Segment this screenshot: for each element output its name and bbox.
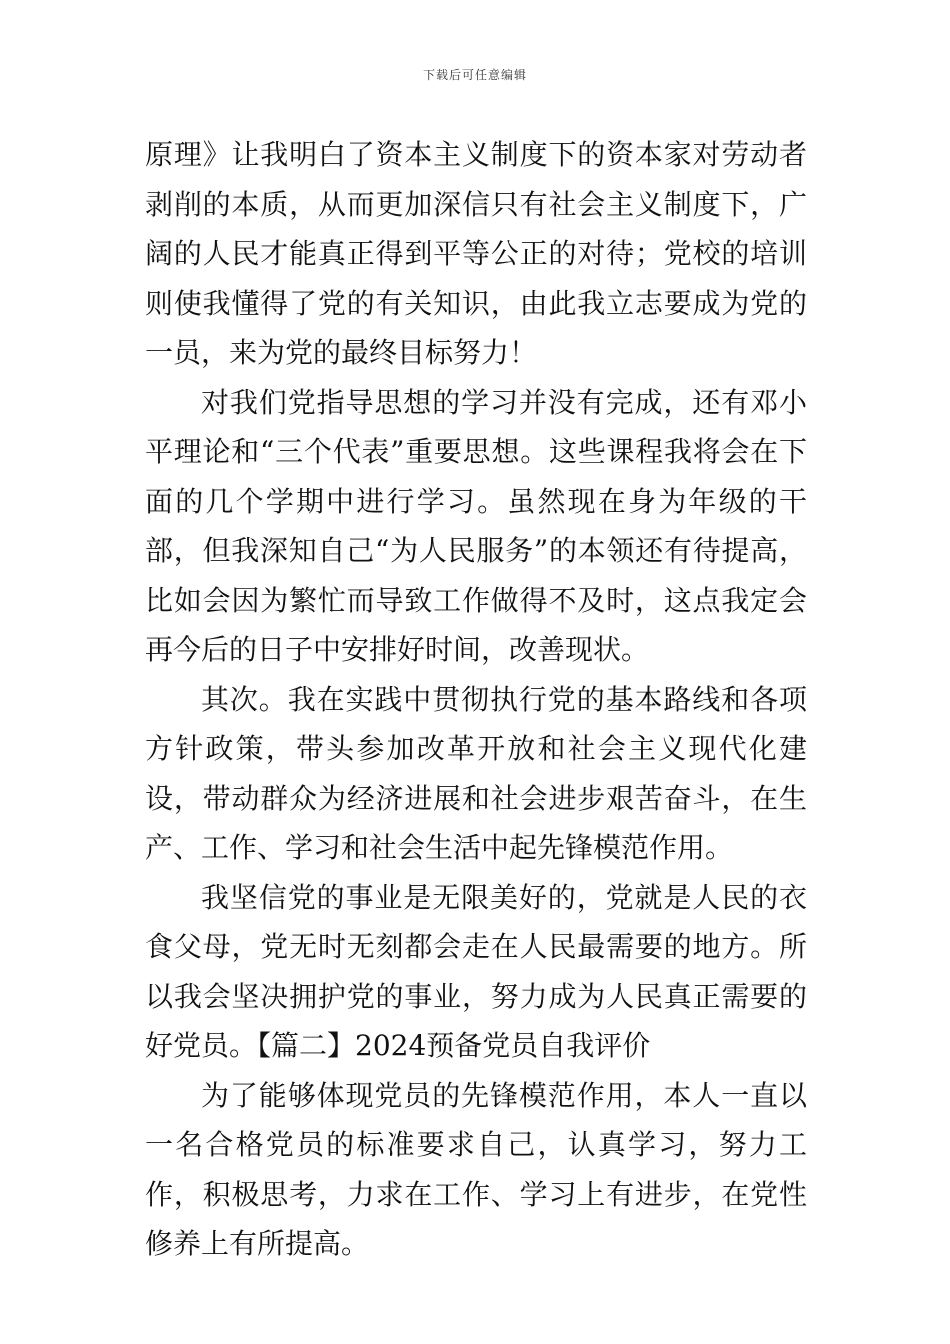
paragraph-practice: 其次。我在实践中贯彻执行党的基本路线和各项方针政策，带头参加改革开放和社会主义现代化建设，带动群众为经济进展和社会进步艰苦奋斗，在生产、工作、学习和社会生活中起先锋模范作用。 [145,682,807,864]
document-body [145,130,807,1269]
paragraph-continuation: 原理》让我明白了资本主义制度下的资本家对劳动者剥削的本质，从而更加深信只有社会主义制度下，广阔的人民才能真正得到平等公正的对待；党校的培训则使我懂得了党的有关知识，由此我立志要成为党的一员，来为党的最终目标努力！ [145,138,807,369]
paragraph-belief: 我坚信党的事业是无限美好的，党就是人民的衣食父母，党无时无刻都会走在人民最需要的地方。所以我会坚决拥护党的事业，努力成为人民真正需要的好党员。【篇二】2024预备党员自我评价 [145,880,807,1062]
paragraph-study-progress: 对我们党指导思想的学习并没有完成，还有邓小平理论和“三个代表”重要思想。这些课程我将会在下面的几个学期中进行学习。虽然现在身为年级的干部，但我深知自己“为人民服务”的本领还有待提高，比如会因为繁忙而导致工作做得不及时，这点我定会再今后的日子中安排好时间，改善现状。 [145,385,807,666]
paragraph-self-evaluation: 为了能够体现党员的先锋模范作用，本人一直以一名合格党员的标准要求自己，认真学习，努力工作，积极思考，力求在工作、学习上有进步，在党性修养上有所提高。 [145,1078,807,1260]
page-header: 下载后可任意编辑 [422,68,527,82]
